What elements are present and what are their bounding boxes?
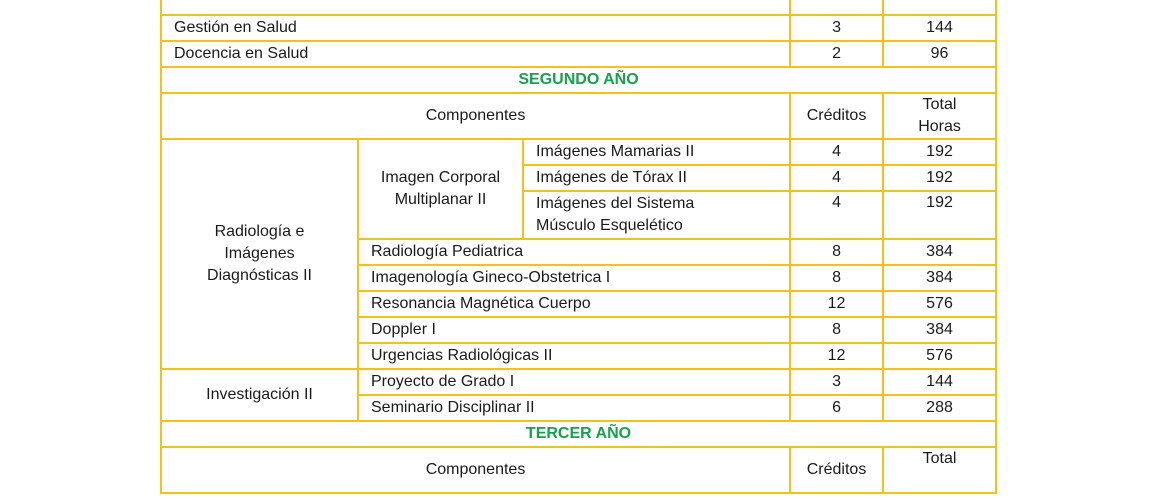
course-name: Imágenes Mamarias II bbox=[523, 139, 790, 165]
table-row bbox=[161, 369, 996, 395]
course-name: Urgencias Radiológicas II bbox=[358, 343, 790, 369]
course-name: Seminario Disciplinar II bbox=[358, 395, 790, 421]
hours-cell: 288 bbox=[883, 395, 996, 421]
year-heading-row bbox=[161, 67, 996, 93]
hours-cell: 144 bbox=[883, 15, 996, 41]
hours-cell: 96 bbox=[883, 41, 996, 67]
hours-cell: 576 bbox=[883, 343, 996, 369]
hours-cell: 144 bbox=[883, 369, 996, 395]
credits-cell: 4 bbox=[790, 191, 883, 239]
header-total-horas: Total bbox=[883, 447, 996, 493]
credits-cell: 4 bbox=[790, 139, 883, 165]
credits-cell: 8 bbox=[790, 265, 883, 291]
course-name: Imágenes de Tórax II bbox=[523, 165, 790, 191]
credits-cell: 12 bbox=[790, 343, 883, 369]
credits-cell: 6 bbox=[790, 395, 883, 421]
header-row bbox=[161, 447, 996, 493]
hours-cell: 576 bbox=[883, 291, 996, 317]
course-name: Docencia en Salud bbox=[161, 41, 790, 67]
course-name: Radiología Pediatrica bbox=[358, 239, 790, 265]
credits-cell: 3 bbox=[790, 369, 883, 395]
subarea-cell: Imagen Corporal Multiplanar II bbox=[358, 139, 523, 239]
year-heading: SEGUNDO AÑO bbox=[161, 67, 996, 93]
course-name: Gestión en Salud bbox=[161, 15, 790, 41]
area-cell: Radiología e Imágenes Diagnósticas II bbox=[161, 139, 358, 369]
credits-cell: 8 bbox=[790, 239, 883, 265]
header-total-horas: Total Horas bbox=[883, 93, 996, 139]
header-componentes: Componentes bbox=[161, 447, 790, 493]
hours-cell: 192 bbox=[883, 191, 996, 239]
hours-cell: 192 bbox=[883, 139, 996, 165]
course-name: Proyecto de Grado I bbox=[358, 369, 790, 395]
credits-cell: 2 bbox=[790, 41, 883, 67]
table-row bbox=[161, 15, 996, 41]
course-name: Doppler I bbox=[358, 317, 790, 343]
table-row bbox=[161, 41, 996, 67]
course-name: Imagenología Gineco-Obstetrica I bbox=[358, 265, 790, 291]
table-row bbox=[161, 0, 996, 15]
credits-cell: 8 bbox=[790, 317, 883, 343]
hours-cell: 192 bbox=[883, 165, 996, 191]
header-creditos: Créditos bbox=[790, 447, 883, 493]
credits-cell: 4 bbox=[790, 165, 883, 191]
course-name: Resonancia Magnética Cuerpo bbox=[358, 291, 790, 317]
credits-cell: 3 bbox=[790, 15, 883, 41]
header-creditos: Créditos bbox=[790, 93, 883, 139]
hours-cell: 384 bbox=[883, 239, 996, 265]
hours-cell: 384 bbox=[883, 317, 996, 343]
credits-cell: 12 bbox=[790, 291, 883, 317]
curriculum-table bbox=[160, 0, 997, 494]
header-componentes: Componentes bbox=[161, 93, 790, 139]
table-row bbox=[161, 139, 996, 165]
year-heading: TERCER AÑO bbox=[161, 421, 996, 447]
header-row bbox=[161, 93, 996, 139]
course-name: Imágenes del Sistema Músculo Esquelético bbox=[523, 191, 790, 239]
area-cell: Investigación II bbox=[161, 369, 358, 421]
year-heading-row bbox=[161, 421, 996, 447]
hours-cell: 384 bbox=[883, 265, 996, 291]
